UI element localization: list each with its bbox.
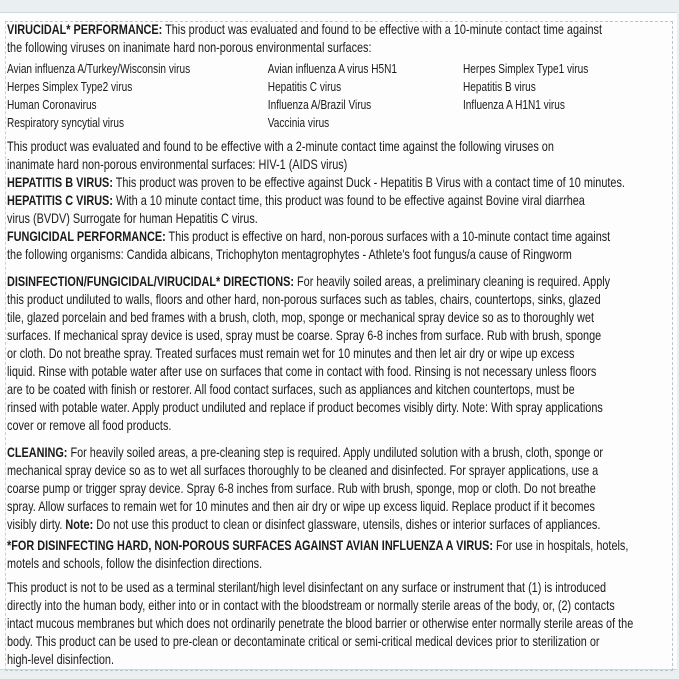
line-text: the following viruses on inanimate hard non-porous environmental surfaces: bbox=[7, 40, 372, 55]
text-line bbox=[7, 444, 671, 462]
text-line bbox=[7, 651, 671, 669]
virus-name: Human Coronavirus bbox=[7, 98, 97, 112]
virus-name: Hepatitis C virus bbox=[267, 80, 342, 94]
virus-row bbox=[7, 114, 671, 132]
text-line bbox=[7, 363, 671, 381]
virus-list bbox=[7, 60, 671, 132]
section-hiv bbox=[7, 138, 671, 264]
text-line bbox=[7, 246, 671, 264]
text-line bbox=[7, 21, 671, 39]
line-text: surfaces. If mechanical spray device is used, spray must be coarse. Spray 6-8 inches from surface. Rub with brush, sponge bbox=[7, 328, 602, 343]
virus-name: Vaccinia virus bbox=[267, 116, 330, 130]
section-heading: HEPATITIS C VIRUS: bbox=[7, 193, 113, 208]
line-text: With a 10 minute contact time, this product was found to be effective against Bovine viral diarrhea bbox=[112, 193, 585, 208]
text-line bbox=[7, 39, 671, 57]
section-restrictions bbox=[7, 579, 671, 669]
line-text: This product is not to be used as a terminal sterilant/high level disinfectant on any surface or instrument that (1) is introduced bbox=[7, 580, 607, 595]
text-line bbox=[7, 537, 671, 555]
section-heading: CLEANING: bbox=[7, 445, 68, 460]
virus-row bbox=[7, 78, 671, 96]
line-text: coarse pump or trigger spray device. Spray 6-8 inches from surface. Rub with brush, sponge, mop or cloth. Do not breathe bbox=[7, 481, 596, 496]
line-text: This product is effective on hard, non-porous surfaces with a 10-minute contact time against bbox=[165, 229, 611, 244]
line-text: directly into the human body, either into or in contact with the bloodstream or normally sterile areas of the body, or, (2) contacts bbox=[7, 598, 615, 613]
text-line bbox=[7, 381, 671, 399]
line-text: This product was proven to be effective against Duck - Hepatitis B Virus with a contact time of 10 minutes. bbox=[112, 175, 625, 190]
line-text: This product was evaluated and found to be effective with a 2-minute contact time against the following viruses on bbox=[7, 139, 554, 154]
line-text: or cloth. Do not breathe spray. Treated surfaces must remain wet for 10 minutes and then let air dry or wipe up excess bbox=[7, 346, 575, 361]
line-prefix: visibly dirty. bbox=[7, 517, 66, 532]
virus-name: Avian influenza A/Turkey/Wisconsin virus bbox=[7, 62, 191, 76]
line-text: motels and schools, follow the disinfection directions. bbox=[7, 556, 263, 571]
line-text: For heavily soiled areas, a preliminary cleaning is required. Apply bbox=[293, 274, 611, 289]
virus-name: Avian influenza A virus H5N1 bbox=[267, 62, 397, 76]
text-line bbox=[7, 192, 671, 210]
virus-name: Respiratory syncytial virus bbox=[7, 116, 125, 130]
text-line bbox=[7, 309, 671, 327]
section-avian bbox=[7, 537, 671, 573]
section-cleaning bbox=[7, 444, 671, 534]
line-text: virus (BVDV) Surrogate for human Hepatitis C virus. bbox=[7, 211, 258, 226]
virus-row bbox=[7, 60, 671, 78]
text-line bbox=[7, 174, 671, 192]
line-text: tile, glazed porcelain and bed frames with a brush, cloth, mop, sponge or mechanical spray device so as to thoroughly wet bbox=[7, 310, 594, 325]
line-text: mechanical spray device so as to wet all surfaces thoroughly to be cleaned and disinfected. For sprayer applications, use a bbox=[7, 463, 599, 478]
text-line bbox=[7, 210, 671, 228]
line-text: This product was evaluated and found to be effective with a 10-minute contact time against bbox=[162, 22, 602, 37]
line-text: cover or remove all food products. bbox=[7, 418, 172, 433]
text-line bbox=[7, 498, 671, 516]
text-line bbox=[7, 615, 671, 633]
line-text: For heavily soiled areas, a pre-cleaning step is required. Apply undiluted solution with a brush, cloth, sponge or bbox=[67, 445, 604, 460]
text-line bbox=[7, 633, 671, 651]
section-directions bbox=[7, 273, 671, 435]
text-line bbox=[7, 273, 671, 291]
line-text: liquid. Rinse with potable water after use on surfaces that come in contact with food. Rinsing is not necessary unless floors bbox=[7, 364, 597, 379]
section-heading: *FOR DISINFECTING HARD, NON-POROUS SURFACES AGAINST AVIAN INFLUENZA A VIRUS: bbox=[7, 538, 493, 553]
text-line bbox=[7, 462, 671, 480]
text-line bbox=[7, 138, 671, 156]
label-text bbox=[7, 21, 671, 669]
line-text: inanimate hard non-porous environmental surfaces: HIV-1 (AIDS virus) bbox=[7, 157, 348, 172]
text-line bbox=[7, 291, 671, 309]
line-text: the following organisms: Candida albicans, Trichophyton mentagrophytes - Athlete's foot fungus/a cause of Ringworm bbox=[7, 247, 572, 262]
virus-name: Herpes Simplex Type1 virus bbox=[463, 62, 589, 76]
text-line bbox=[7, 516, 671, 534]
text-line bbox=[7, 345, 671, 363]
line-text: spray. Allow surfaces to remain wet for 10 minutes and then air dry or wipe up excess liquid. Replace product if it becomes bbox=[7, 499, 595, 514]
text-line bbox=[7, 555, 671, 573]
line-text: intact mucous membranes but which does not ordinarily penetrate the blood barrier or otherwise enter normally sterile areas of the bbox=[7, 616, 634, 631]
line-text: this product undiluted to walls, floors and other hard, non-porous surfaces such as tables, chairs, countertops, sinks, glazed bbox=[7, 292, 601, 307]
virus-name: Herpes Simplex Type2 virus bbox=[7, 80, 133, 94]
section-heading: VIRUCIDAL* PERFORMANCE: bbox=[7, 22, 163, 37]
line-text: Do not use this product to clean or disinfect glassware, utensils, dishes or interior surfaces of appliances. bbox=[93, 517, 601, 532]
virus-name: Influenza A/Brazil Virus bbox=[267, 98, 372, 112]
text-line bbox=[7, 156, 671, 174]
line-text: body. This product can be used to pre-clean or decontaminate critical or semi-critical medical devices prior to sterilization or bbox=[7, 634, 600, 649]
text-line bbox=[7, 417, 671, 435]
section-virucidal bbox=[7, 21, 671, 57]
virus-row bbox=[7, 96, 671, 114]
section-heading: DISINFECTION/FUNGICIDAL/VIRUCIDAL* DIRECTIONS: bbox=[7, 274, 294, 289]
line-text: high-level disinfection. bbox=[7, 652, 114, 667]
section-heading: Note: bbox=[65, 517, 94, 532]
line-text: are to be coated with finish or restorer. All food contact surfaces, such as appliances and kitchen countertops, must be bbox=[7, 382, 575, 397]
text-line bbox=[7, 327, 671, 345]
text-line bbox=[7, 228, 671, 246]
line-text: For use in hospitals, hotels, bbox=[492, 538, 629, 553]
section-heading: FUNGICIDAL PERFORMANCE: bbox=[7, 229, 166, 244]
text-line bbox=[7, 579, 671, 597]
section-heading: HEPATITIS B VIRUS: bbox=[7, 175, 113, 190]
virus-name: Hepatitis B virus bbox=[463, 80, 536, 94]
text-line bbox=[7, 399, 671, 417]
text-line bbox=[7, 480, 671, 498]
text-line bbox=[7, 597, 671, 615]
virus-name: Influenza A H1N1 virus bbox=[463, 98, 565, 112]
line-text: rinsed with potable water. Apply product undiluted and replace if product becomes visibly dirty. Note: With spray applications bbox=[7, 400, 603, 415]
